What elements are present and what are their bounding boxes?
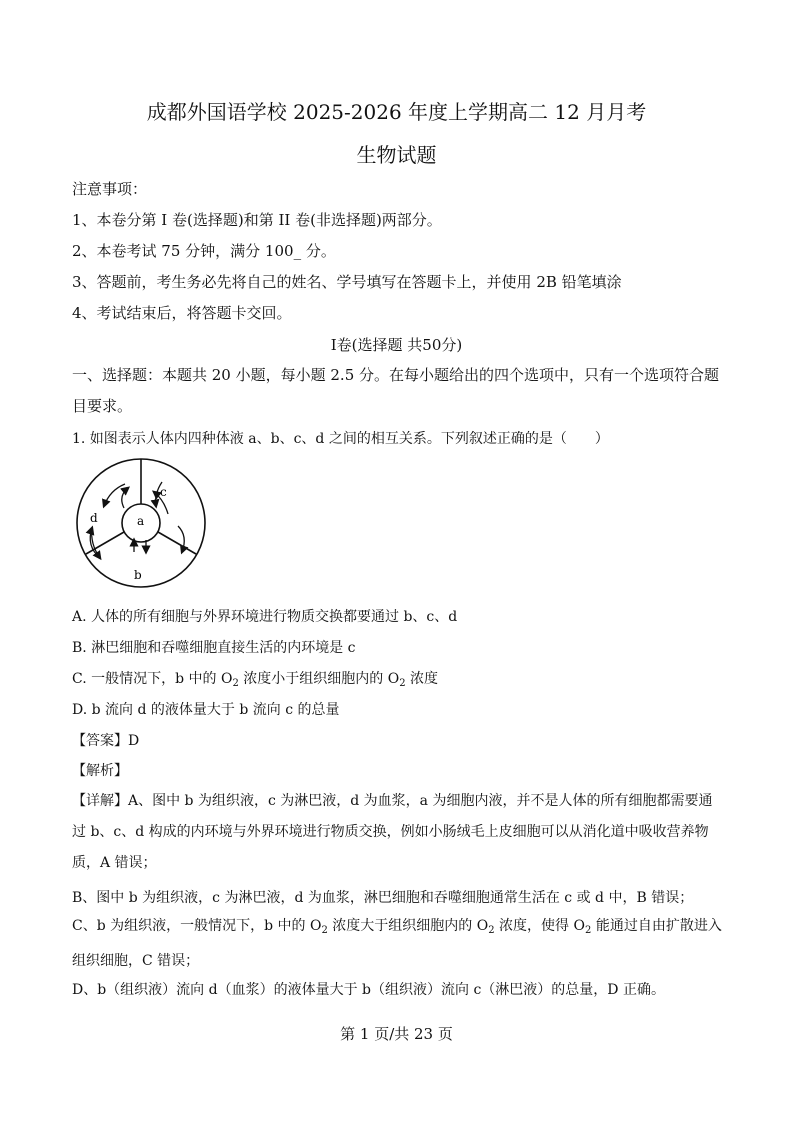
label-d: d <box>90 511 98 525</box>
option-d: D. b 流向 d 的液体量大于 b 流向 c 的总量 <box>72 702 340 718</box>
note-item-3: 3、答题前，考生务必先将自己的姓名、学号填写在答题卡上，并使用 2B 铅笔填涂 <box>72 273 622 291</box>
arrow-b-to-c <box>178 526 184 552</box>
page-title: 成都外国语学校 2025-2026 年度上学期高二 12 月月考 <box>146 100 647 124</box>
detail-a: 【详解】A、图中 b 为组织液，c 为淋巴液，d 为血浆，a 为细胞内液，并不是人体的所有细胞都需要通过 b、c、d 构成的内环境与外界环境进行物质交换，例如小肠绒毛上皮细胞可以从消化道中吸收营养物质，A 错误； <box>72 793 713 871</box>
divider-right <box>158 532 196 554</box>
label-c: c <box>160 485 167 499</box>
arrow-to-a-left <box>122 488 128 508</box>
analysis-label: 【解析】 <box>72 763 128 779</box>
notes-heading: 注意事项： <box>72 180 148 198</box>
page-footer: 第 1 页/共 23 页 <box>340 1025 453 1043</box>
option-a: A. 人体的所有细胞与外界环境进行物质交换都要通过 b、c、d <box>72 609 458 625</box>
option-c: C. 一般情况下，b 中的 $O_2$ 浓度小于组织细胞内的 $O_2$ 浓度 <box>72 671 439 689</box>
note-item-2: 2、本卷考试 75 分钟，满分 100_ 分。 <box>72 242 336 260</box>
note-item-4: 4、考试结束后，将答题卡交回。 <box>72 304 292 322</box>
detail-c: C、b 为组织液，一般情况下，b 中的 $O_2$ 浓度大于组织细胞内的 $O_2$ 浓度，使得 $O_2$ 能通过自由扩散进入组织细胞，C 错误； <box>72 918 722 969</box>
question-stem: 1. 如图表示人体内四种体液 a、b、c、d 之间的相互关系。下列叙述正确的是（ ） <box>72 431 609 447</box>
detail-d: D、b（组织液）流向 d（血浆）的液体量大于 b（组织液）流向 c（淋巴液）的总量，D 正确。 <box>72 982 665 998</box>
page-subtitle: 生物试题 <box>356 143 437 167</box>
body-fluid-diagram <box>70 456 212 590</box>
detail-b: B、图中 b 为组织液，c 为淋巴液，d 为血浆，淋巴细胞和吞噬细胞通常生活在 c 或 d 中，B 错误； <box>72 890 694 906</box>
answer: 【答案】D <box>72 733 140 749</box>
section-label: I卷(选择题 共50分) <box>330 336 463 354</box>
label-a: a <box>137 514 145 528</box>
section-instruction: 一、选择题：本题共 20 小题，每小题 2.5 分。在每小题给出的四个选项中，只有一个选项符合题目要求。 <box>72 366 720 415</box>
label-b: b <box>134 568 142 582</box>
option-b: B. 淋巴细胞和吞噬细胞直接生活的内环境是 c <box>72 640 356 656</box>
note-item-1: 1、本卷分第 I 卷(选择题)和第 II 卷(非选择题)两部分。 <box>72 211 442 229</box>
